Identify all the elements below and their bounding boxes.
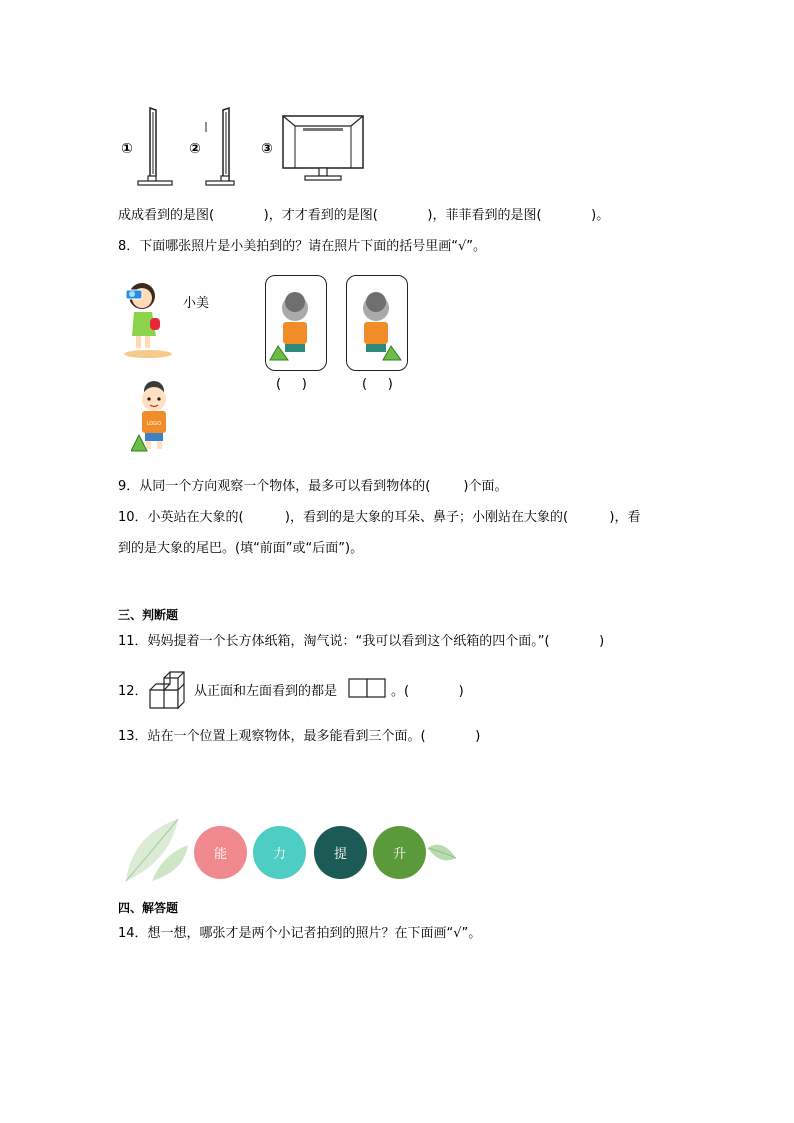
question-14-text: 14．想一想，哪张才是两个小记者拍到的照片？在下面画“√”。 <box>118 926 482 941</box>
boy-back-view-1 <box>266 276 326 370</box>
figure-label-1: ① <box>121 141 133 157</box>
question-7-text: 成成看到的是图( )，才才看到的是图( )，菲菲看到的是图( )。 <box>118 208 610 223</box>
question-13-text: 13．站在一个位置上观察物体，最多能看到三个面。( ) <box>118 729 481 744</box>
question-12-number: 12． <box>118 684 148 699</box>
small-leaf-icon <box>426 838 458 866</box>
banner-circle-2: 力 <box>253 826 306 879</box>
girl-name-label: 小美 <box>183 296 210 311</box>
two-squares-view-figure <box>348 678 388 700</box>
banner-circle-3: 提 <box>314 826 367 879</box>
banner-circle-1: 能 <box>194 826 247 879</box>
section-3-title: 三、判断题 <box>118 608 179 622</box>
section-4-title: 四、解答题 <box>118 901 179 915</box>
question-12-answer[interactable]: 。( ) <box>391 684 464 699</box>
banner-circle-4: 升 <box>373 826 426 879</box>
boy-illustration <box>131 377 177 457</box>
photo-2-answer-bracket[interactable]: ( ) <box>362 377 393 392</box>
question-8-text: 8．下面哪张照片是小美拍到的？请在照片下面的括号里画“√”。 <box>118 239 487 254</box>
question-12-text: 从正面和左面看到的都是 <box>194 684 338 699</box>
figure-label-3: ③ <box>261 141 273 157</box>
question-10-line-1: 10．小英站在大象的( )，看到的是大象的耳朵、鼻子；小刚站在大象的( )，看 <box>118 510 641 525</box>
leaf-decoration-icon <box>122 815 192 883</box>
photo-option-1 <box>265 275 327 371</box>
cube-stack-figure <box>148 670 192 710</box>
boy-back-view-2 <box>347 276 407 370</box>
boy-shirt-logo: LOGO <box>146 421 162 427</box>
question-9-text: 9．从同一个方向观察一个物体，最多可以看到物体的( )个面。 <box>118 479 508 494</box>
girl-with-camera-illustration <box>120 276 176 360</box>
photo-1-answer-bracket[interactable]: ( ) <box>276 377 307 392</box>
question-11-text: 11．妈妈提着一个长方体纸箱，淘气说：“我可以看到这个纸箱的四个面。”( ) <box>118 634 605 649</box>
photo-option-2 <box>346 275 408 371</box>
monitor-side-view-2 <box>203 104 239 188</box>
question-10-line-2: 到的是大象的尾巴。(填“前面”或“后面”)。 <box>118 541 364 556</box>
figure-label-2: ② <box>189 141 201 157</box>
monitor-side-view-1 <box>136 104 176 188</box>
monitor-back-view <box>281 114 365 182</box>
